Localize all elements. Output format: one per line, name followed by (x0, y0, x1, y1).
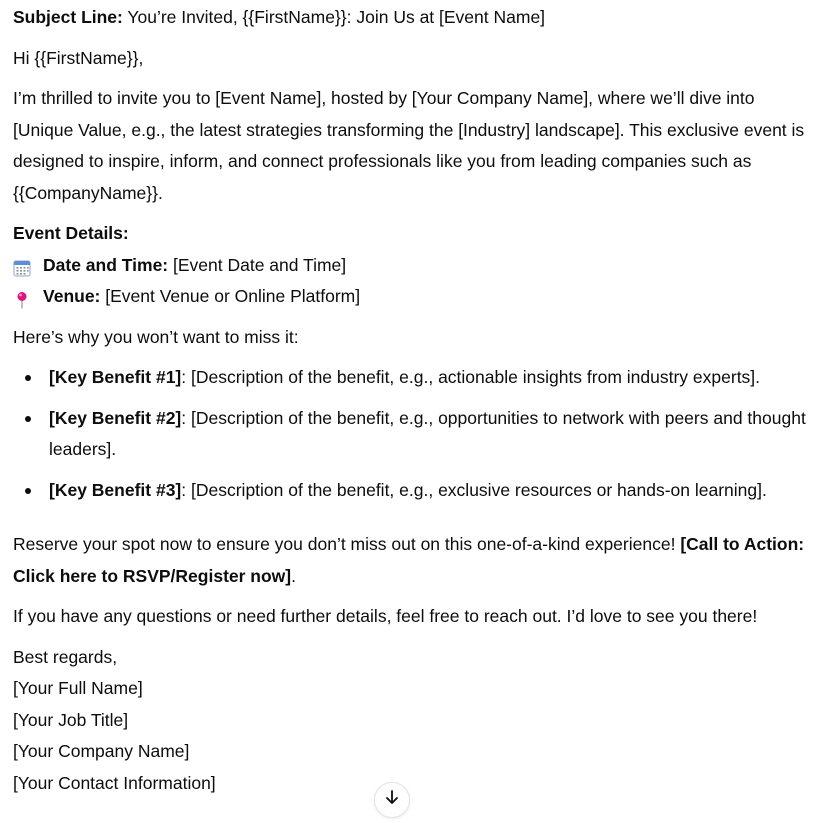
benefit-label: [Key Benefit #1] (49, 367, 182, 387)
cta-text: Reserve your spot now to ensure you don’t miss out on this one-of-a-kind experience! (13, 534, 681, 554)
cta-end: . (291, 565, 296, 586)
venue-text (43, 281, 360, 313)
benefit-text: : [Description of the benefit, e.g., opportunities to network with peers and thought leaders]. (49, 407, 806, 459)
date-time-value: [Event Date and Time] (168, 254, 347, 275)
calendar-icon (13, 256, 31, 274)
venue-line (13, 281, 816, 313)
subject-label: Subject Line: (13, 7, 123, 27)
benefit-text: : [Description of the benefit, e.g., exclusive resources or hands-on learning]. (181, 479, 767, 500)
subject-line (13, 2, 816, 34)
pushpin-icon (13, 288, 31, 306)
signature-contact: [Your Contact Information] (13, 772, 216, 793)
why-heading: Here’s why you won’t want to miss it: (13, 326, 299, 347)
intro-paragraph: I’m thrilled to invite you to [Event Name], hosted by [Your Company Name], where we’ll dive into [Unique Value, e.g., the latest strategies transforming the [Industry] landscape]. This exclusive event is designed to inspire, inform, and connect professionals like you from leading companies such as {{CompanyName}}. (13, 88, 805, 203)
list-item (13, 475, 816, 507)
questions-paragraph: If you have any questions or need further details, feel free to reach out. I’d love to see you there! (13, 606, 758, 626)
venue-label: Venue: (43, 286, 101, 306)
benefit-label: [Key Benefit #3] (49, 479, 182, 500)
subject-text: You’re Invited, {{FirstName}}: Join Us at [Event Name] (122, 7, 546, 27)
signature-closing: Best regards, (13, 646, 118, 667)
benefit-text: : [Description of the benefit, e.g., actionable insights from industry experts]. (181, 367, 761, 387)
date-time-text (43, 250, 346, 282)
event-details-heading (13, 218, 816, 250)
signature-name: [Your Full Name] (13, 678, 143, 698)
signature-block (13, 642, 816, 800)
signature-company: [Your Company Name] (13, 741, 190, 761)
greeting: Hi {{FirstName}}, (13, 47, 144, 68)
event-details-heading-text: Event Details: (13, 223, 129, 243)
signature-title: [Your Job Title] (13, 709, 129, 730)
list-item (13, 403, 816, 466)
scroll-to-bottom-button[interactable] (374, 782, 410, 818)
cta-bold: [Call to Action: Click here to RSVP/Register now] (13, 534, 805, 586)
message-content (13, 2, 816, 799)
benefits-list (13, 362, 816, 506)
call-to-action-paragraph (13, 529, 816, 592)
arrow-down-icon (384, 784, 400, 816)
list-item (13, 362, 816, 394)
date-time-label: Date and Time: (43, 254, 169, 275)
venue-value: [Event Venue or Online Platform] (100, 286, 361, 306)
date-time-line (13, 250, 816, 282)
benefit-label: [Key Benefit #2] (49, 407, 182, 428)
